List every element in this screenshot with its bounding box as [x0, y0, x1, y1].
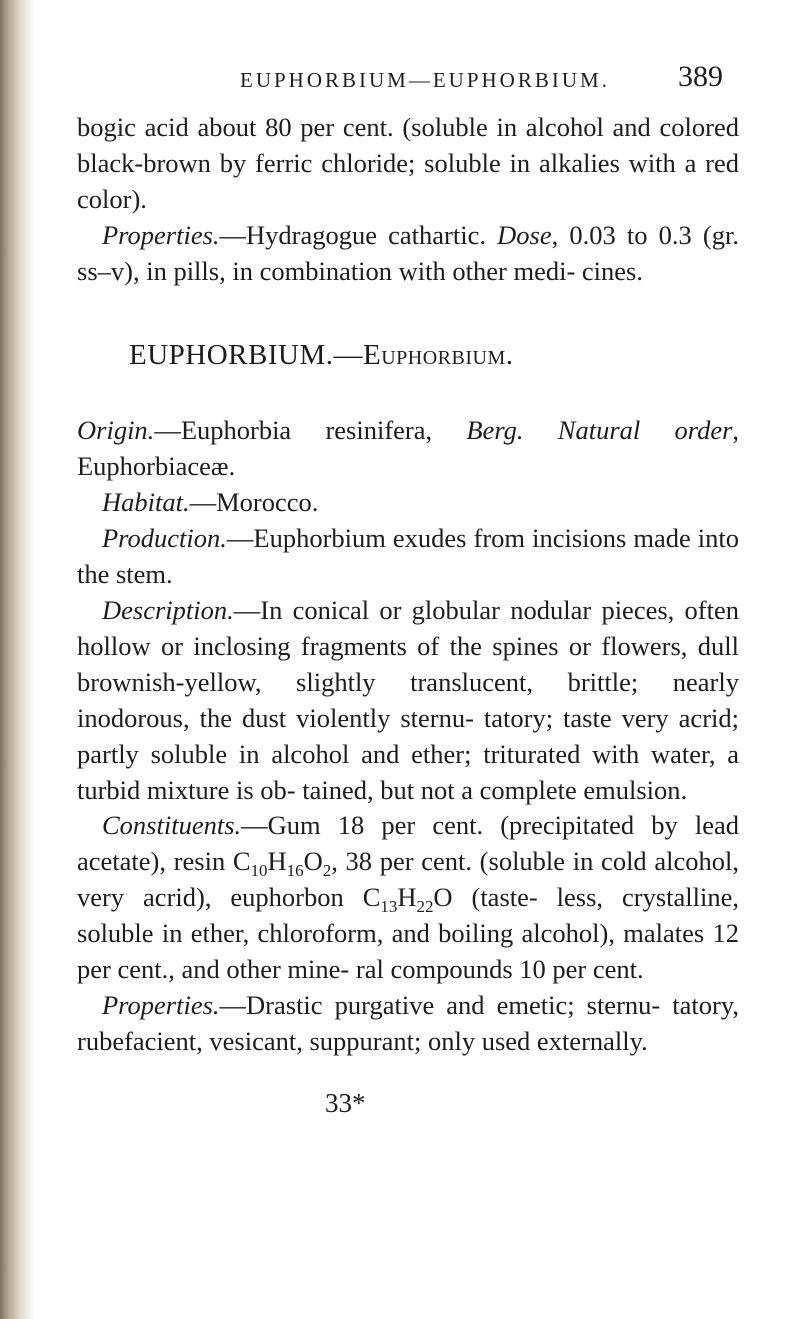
- continuation-paragraph: [77, 110, 739, 218]
- resin-oxygen: O: [303, 846, 323, 877]
- euphorbon-carbon-count: 13: [380, 897, 398, 917]
- habitat-text: —Morocco.: [189, 487, 319, 518]
- production-paragraph: [77, 521, 739, 593]
- running-head-title: EUPHORBIUM—EUPHORBIUM.: [240, 68, 610, 92]
- habitat-label: Habitat.: [102, 487, 190, 518]
- description-paragraph: [77, 593, 739, 808]
- properties-text-1: —Hydragogue cathartic.: [219, 219, 486, 250]
- constituents-text-c: O (taste- less, crystalline, soluble in ether, chloroform, and boiling alcohol), malates 12 per cent., and other mine- ral compounds 10 per cent.: [77, 882, 739, 985]
- entry-heading: [129, 338, 739, 374]
- production-text: —Euphorbium exudes from incisions made into the stem.: [77, 523, 739, 590]
- constituents-text-a: —Gum 18 per cent. (precipitated by lead acetate), resin C: [77, 810, 739, 877]
- entry-heading-sub: —Euphorbium.: [333, 338, 514, 371]
- description-label: Description.: [102, 594, 234, 625]
- euphorbon-hydrogen-count: 22: [416, 897, 434, 917]
- origin-text: —Euphorbia resinifera,: [154, 415, 433, 446]
- origin-label: Origin.: [77, 415, 155, 446]
- properties-label-1: Properties.: [102, 219, 220, 250]
- production-label: Production.: [102, 523, 227, 554]
- habitat-paragraph: [77, 485, 739, 521]
- constituents-paragraph: [77, 808, 739, 988]
- resin-oxygen-count: 2: [322, 861, 332, 881]
- running-head: [0, 60, 800, 100]
- entry-heading-main: EUPHORBIUM.: [129, 338, 334, 371]
- page-number: 389: [678, 60, 723, 93]
- constituents-label: Constituents.: [102, 810, 242, 841]
- resin-hydrogen: H: [267, 846, 287, 877]
- continuation-text: bogic acid about 80 per cent. (soluble in alcohol and colored black-brown by ferric chloride; soluble in alkalies with a red color).: [77, 112, 739, 214]
- signature-mark: 33*: [325, 1087, 366, 1118]
- resin-hydrogen-count: 16: [286, 861, 304, 881]
- origin-paragraph: [77, 413, 739, 485]
- description-text: —In conical or globular nodular pieces, often hollow or inclosing fragments of the spines or flowers, dull brownish-yellow, slightly translucent, brittle; nearly inodorous, the dust violently sternu- tatory; taste very acrid; partly soluble in alcohol and ether; triturated with water, a turbid mixture is ob- tained, but not a complete emulsion.: [77, 594, 739, 805]
- natural-order-text: , Euphorbiaceæ.: [77, 415, 740, 482]
- properties-text-2: —Drastic purgative and emetic; sternu- tatory, rubefacient, vesicant, suppurant; only used externally.: [77, 989, 739, 1056]
- euphorbon-hydrogen: H: [397, 882, 417, 913]
- natural-order-label: Natural order: [557, 415, 733, 446]
- dose-label: Dose: [497, 219, 552, 250]
- resin-carbon-count: 10: [250, 861, 268, 881]
- properties-paragraph-1: [77, 218, 739, 290]
- body-text: [77, 110, 739, 1122]
- properties-paragraph-2: [77, 988, 739, 1060]
- properties-label-2: Properties.: [102, 989, 220, 1020]
- dose-text: , 0.03 to 0.3 (gr. ss–v), in pills, in combination with other medi- cines.: [77, 219, 739, 286]
- origin-author: Berg.: [466, 415, 524, 446]
- constituents-text-b: , 38 per cent. (soluble in cold alcohol, very acrid), euphorbon C: [77, 846, 739, 913]
